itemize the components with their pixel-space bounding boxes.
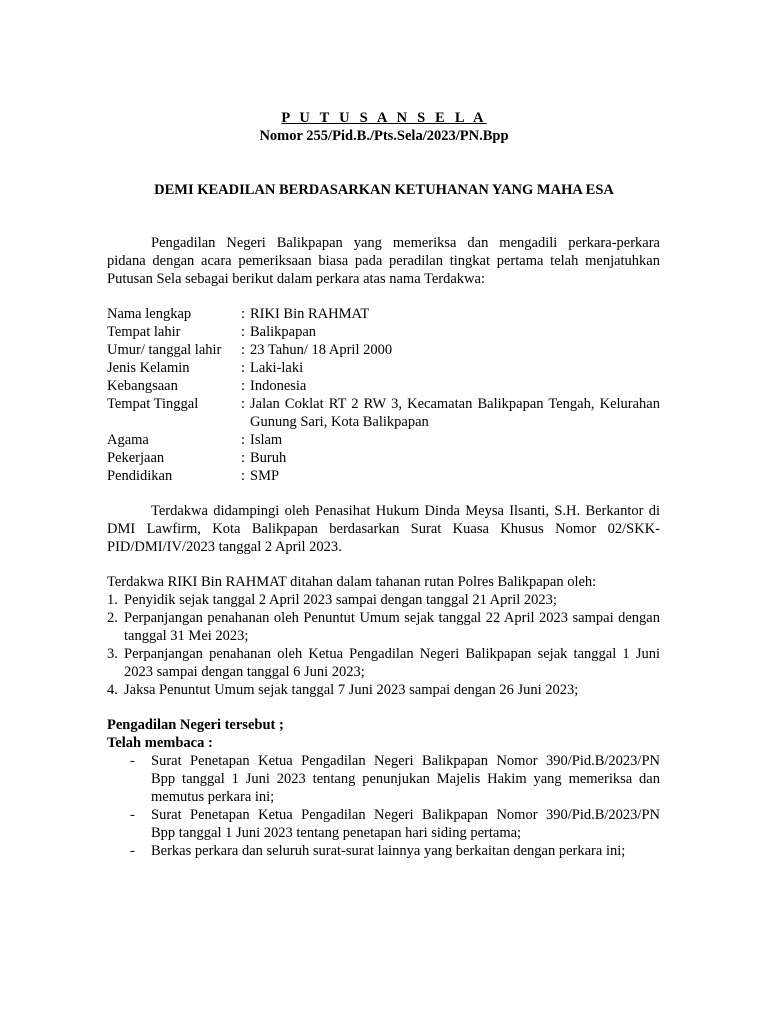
- identity-colon: :: [241, 342, 246, 358]
- identity-colon: :: [241, 306, 246, 322]
- identity-label-gender: Jenis Kelamin: [107, 360, 190, 376]
- identity-label-name: Nama lengkap: [107, 306, 192, 322]
- identity-colon: :: [241, 468, 246, 484]
- identity-label-education: Pendidikan: [107, 468, 173, 484]
- detention-item-text: Jaksa Penuntut Umum sejak tanggal 7 Juni 2023 sampai dengan 26 Juni 2023;: [124, 682, 579, 698]
- identity-value-nationality: Indonesia: [250, 378, 307, 394]
- identity-value-occupation: Buruh: [250, 450, 287, 466]
- identity-label-nationality: Kebangsaan: [107, 378, 178, 394]
- read-item-text: Bpp tanggal 1 Juni 2023 tentang penetapan hari siding pertama;: [151, 825, 522, 841]
- detention-intro: Terdakwa RIKI Bin RAHMAT ditahan dalam tahanan rutan Polres Balikpapan oleh:: [107, 574, 597, 590]
- detention-item-number: 1.: [107, 592, 118, 608]
- intro-line-1: Pengadilan Negeri Balikpapan yang memeriksa dan mengadili perkara-perkara: [151, 235, 660, 251]
- read-item-text: memutus perkara ini;: [151, 789, 275, 805]
- bullet-dash: -: [130, 753, 135, 769]
- document-number: Nomor 255/Pid.B./Pts.Sela/2023/PN.Bpp: [259, 128, 509, 144]
- identity-label-address: Tempat Tinggal: [107, 396, 199, 412]
- intro-line-2: pidana dengan acara pemeriksaan biasa pada peradilan tingkat pertama telah menjatuhkan: [107, 253, 660, 269]
- identity-colon: :: [241, 324, 246, 340]
- identity-colon: :: [241, 432, 246, 448]
- identity-value-education: SMP: [250, 468, 280, 484]
- read-item-text: Bpp tanggal 1 Juni 2023 tentang penunjukan Majelis Hakim yang memeriksa dan: [151, 771, 660, 787]
- intro-line-3: Putusan Sela sebagai berikut dalam perkara atas nama Terdakwa:: [107, 271, 485, 287]
- read-heading: Telah membaca :: [107, 735, 213, 751]
- detention-item-text: Penyidik sejak tanggal 2 April 2023 sampai dengan tanggal 21 April 2023;: [124, 592, 557, 608]
- detention-item-number: 3.: [107, 646, 118, 662]
- identity-value-name: RIKI Bin RAHMAT: [250, 306, 370, 322]
- document-motto: DEMI KEADILAN BERDASARKAN KETUHANAN YANG MAHA ESA: [154, 182, 614, 198]
- bullet-dash: -: [130, 843, 135, 859]
- read-item-text: Berkas perkara dan seluruh surat-surat lainnya yang berkaitan dengan perkara ini;: [151, 843, 626, 859]
- detention-item-number: 4.: [107, 682, 118, 698]
- identity-value-age: 23 Tahun/ 18 April 2000: [250, 342, 393, 358]
- identity-colon: :: [241, 360, 246, 376]
- detention-item-text: 2023 sampai dengan tanggal 6 Juni 2023;: [124, 664, 365, 680]
- detention-item-text: tanggal 31 Mei 2023;: [124, 628, 249, 644]
- identity-value-address-2: Gunung Sari, Kota Balikpapan: [250, 414, 429, 430]
- identity-value-gender: Laki-laki: [250, 360, 304, 376]
- identity-value-religion: Islam: [250, 432, 283, 448]
- identity-label-birthplace: Tempat lahir: [107, 324, 181, 340]
- identity-label-religion: Agama: [107, 432, 149, 448]
- bullet-dash: -: [130, 807, 135, 823]
- identity-value-birthplace: Balikpapan: [250, 324, 317, 340]
- identity-colon: :: [241, 378, 246, 394]
- counsel-line-2: DMI Lawfirm, Kota Balikpapan berdasarkan Surat Kuasa Khusus Nomor 02/SKK-: [107, 521, 660, 537]
- counsel-line-3: PID/DMI/IV/2023 tanggal 2 April 2023.: [107, 539, 342, 555]
- court-heading: Pengadilan Negeri tersebut ;: [107, 717, 284, 733]
- detention-item-number: 2.: [107, 610, 118, 626]
- identity-label-occupation: Pekerjaan: [107, 450, 165, 466]
- identity-colon: :: [241, 450, 246, 466]
- detention-item-text: Perpanjangan penahanan oleh Ketua Pengadilan Negeri Balikpapan sejak tanggal 1 Juni: [124, 646, 660, 662]
- counsel-line-1: Terdakwa didampingi oleh Penasihat Hukum Dinda Meysa Ilsanti, S.H. Berkantor di: [151, 503, 660, 519]
- read-item-text: Surat Penetapan Ketua Pengadilan Negeri Balikpapan Nomor 390/Pid.B/2023/PN: [151, 807, 660, 823]
- detention-item-text: Perpanjangan penahanan oleh Penuntut Umum sejak tanggal 22 April 2023 sampai dengan: [124, 610, 660, 626]
- read-item-text: Surat Penetapan Ketua Pengadilan Negeri Balikpapan Nomor 390/Pid.B/2023/PN: [151, 753, 660, 769]
- identity-colon: :: [241, 396, 246, 412]
- identity-label-age: Umur/ tanggal lahir: [107, 342, 222, 358]
- identity-value-address: Jalan Coklat RT 2 RW 3, Kecamatan Balikpapan Tengah, Kelurahan: [250, 396, 660, 412]
- document-title: P U T U S A N S E L A: [281, 110, 487, 126]
